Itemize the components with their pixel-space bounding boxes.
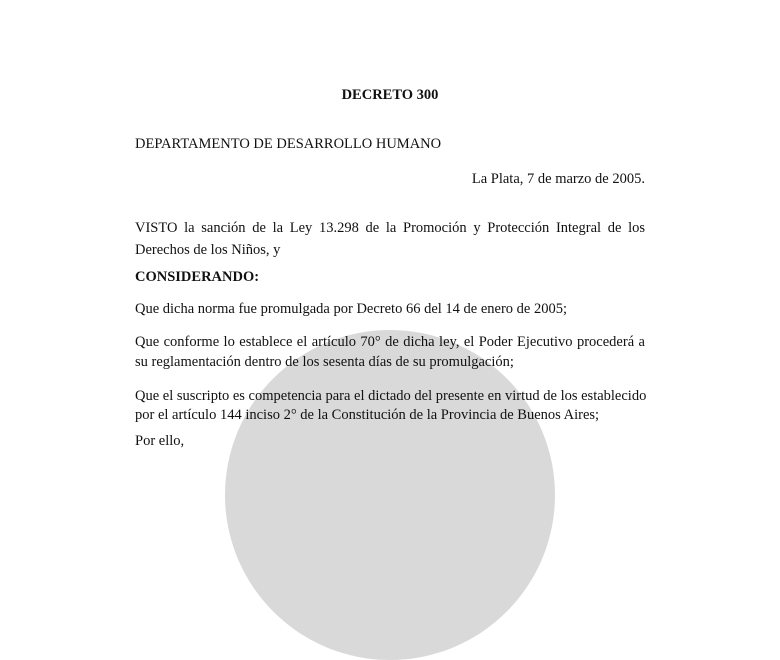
paragraph-3-line-1: Que el suscripto es competencia para el dictado del presente en virtud de los establecido — [135, 388, 647, 404]
paragraph-2-line-2: su reglamentación dentro de los sesenta días de su promulgación; — [135, 354, 514, 370]
visto-line-2: Derechos de los Niños, y — [135, 242, 281, 258]
paragraph-3-line-2: por el artículo 144 inciso 2° de la Constitución de la Provincia de Buenos Aires; — [135, 407, 600, 423]
watermark-seal — [225, 330, 555, 660]
paragraph-4-partial: Por ello, — [135, 433, 185, 449]
visto-line-1: VISTO la sanción de la Ley 13.298 de la Promoción y Protección Integral de los — [135, 220, 645, 236]
paragraph-2-line-1: Que conforme lo establece el artículo 70° de dicha ley, el Poder Ejecutivo procederá a — [135, 334, 645, 350]
department-name: DEPARTAMENTO DE DESARROLLO HUMANO — [135, 136, 442, 152]
place-date: La Plata, 7 de marzo de 2005. — [471, 171, 645, 187]
considerando-heading: CONSIDERANDO: — [135, 269, 260, 285]
decree-title: DECRETO 300 — [341, 87, 439, 103]
paragraph-1: Que dicha norma fue promulgada por Decreto 66 del 14 de enero de 2005; — [135, 301, 568, 317]
